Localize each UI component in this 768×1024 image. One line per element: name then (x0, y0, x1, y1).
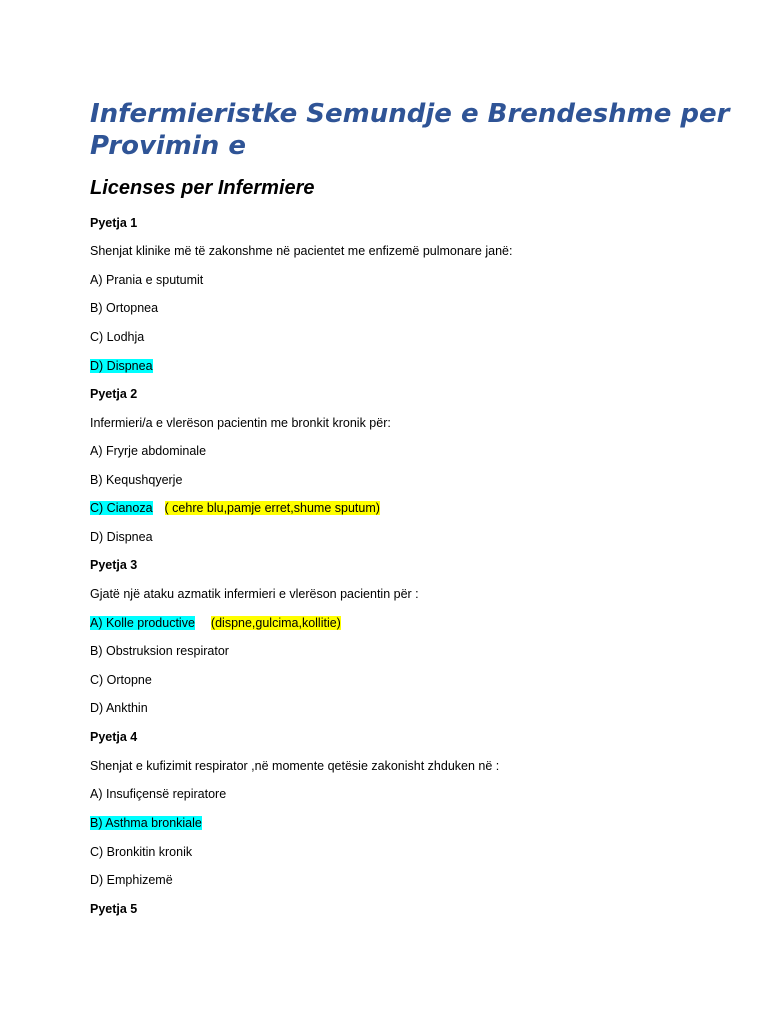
answer-option: B) Obstruksion respirator (90, 644, 229, 658)
answer-option: D) Dispnea (90, 530, 153, 544)
answer-option: A) Fryrje abdominale (90, 444, 207, 458)
answer-option: C) Ortopne (90, 673, 152, 687)
question-heading: Pyetja 3 (90, 558, 138, 572)
answer-option: C) Lodhja (90, 330, 145, 344)
answer-option: B) Kequshqyerje (90, 473, 183, 487)
correct-answer-highlight: B) Asthma bronkiale (90, 816, 202, 830)
question-prompt: Infermieri/a e vlerëson pacientin me bronkit kronik për: (90, 416, 391, 430)
answer-option: D) Ankthin (90, 701, 148, 715)
question-heading: Pyetja 1 (90, 216, 138, 230)
answer-note-highlight: (dispne,gulcima,kollitie) (210, 616, 341, 630)
correct-answer-highlight: C) Cianoza (90, 501, 153, 515)
answer-option: C) Bronkitin kronik (90, 845, 193, 859)
answer-option-correct (90, 358, 153, 374)
answer-option: B) Ortopnea (90, 301, 159, 315)
document-title: Infermieristke Semundje e Brendeshme per Provimin e (90, 99, 730, 161)
answer-note-highlight: ( cehre blu,pamje erret,shume sputum) (164, 501, 380, 515)
answer-option-correct (90, 815, 202, 831)
question-heading: Pyetja 4 (90, 730, 138, 744)
answer-option: A) Prania e sputumit (90, 273, 204, 287)
answer-option: D) Emphizemë (90, 873, 173, 887)
question-heading: Pyetja 2 (90, 387, 138, 401)
question-prompt: Shenjat klinike më të zakonshme në pacientet me enfizemë pulmonare janë: (90, 244, 513, 258)
answer-option: A) Insufiçensë repiratore (90, 787, 227, 801)
correct-answer-highlight: D) Dispnea (90, 359, 153, 373)
answer-option-correct (90, 500, 380, 516)
question-prompt: Gjatë një ataku azmatik infermieri e vlerëson pacientin për : (90, 587, 419, 601)
question-heading: Pyetja 5 (90, 902, 138, 916)
answer-option-correct (90, 615, 341, 631)
question-prompt: Shenjat e kufizimit respirator ,në momente qetësie zakonisht zhduken në : (90, 759, 500, 773)
document-subtitle: Licenses per Infermiere (90, 177, 315, 199)
correct-answer-highlight: A) Kolle productive (90, 616, 195, 630)
